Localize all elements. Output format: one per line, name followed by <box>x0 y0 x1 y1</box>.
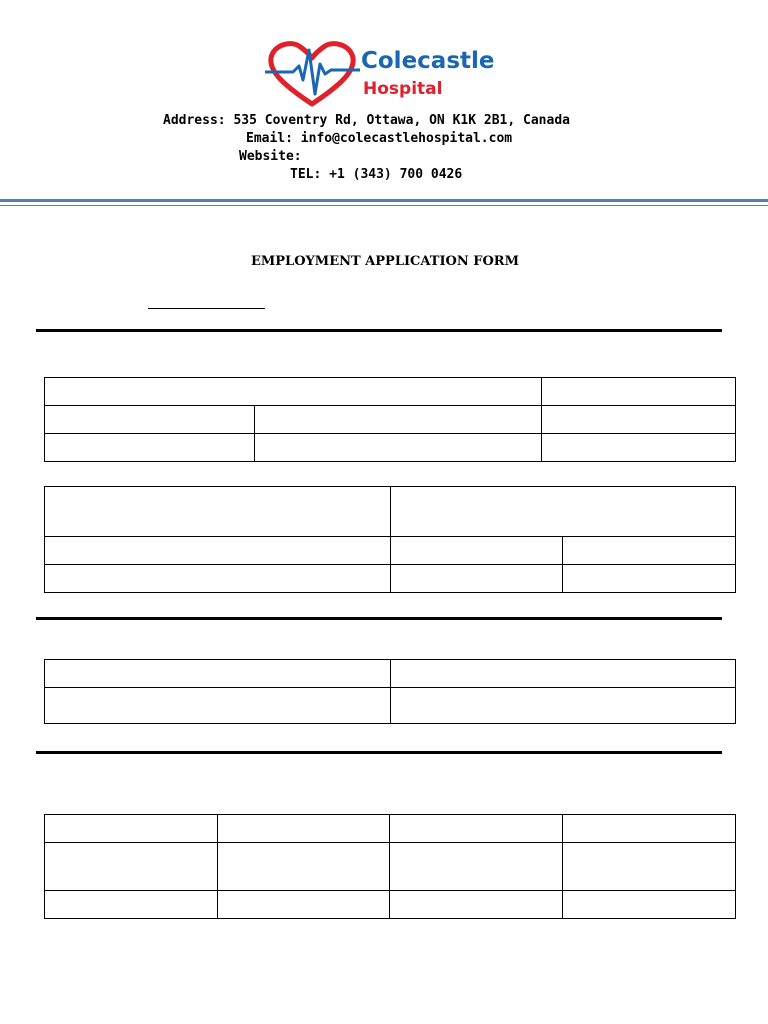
form-field[interactable] <box>218 815 390 843</box>
hospital-logo <box>265 40 515 110</box>
form-field[interactable] <box>391 565 563 593</box>
form-field[interactable] <box>390 891 563 919</box>
form-field[interactable] <box>45 406 255 434</box>
form-field[interactable] <box>563 537 736 565</box>
address-line: Address: 535 Coventry Rd, Ottawa, ON K1K 2B1, Canada <box>163 113 570 128</box>
form-field[interactable] <box>255 434 542 462</box>
table-row <box>45 537 736 565</box>
section-divider <box>36 617 722 620</box>
section-divider <box>36 751 722 754</box>
form-field[interactable] <box>563 891 736 919</box>
form-field[interactable] <box>45 688 391 724</box>
form-field[interactable] <box>390 815 563 843</box>
table-row <box>45 487 736 537</box>
form-field[interactable] <box>563 843 736 891</box>
form-title: EMPLOYMENT APPLICATION FORM <box>250 254 520 269</box>
website-line: Website: <box>239 149 302 164</box>
table-row <box>45 565 736 593</box>
table-row <box>45 843 736 891</box>
table-row <box>45 688 736 724</box>
section-divider <box>36 329 722 332</box>
table-row <box>45 378 736 406</box>
form-field[interactable] <box>45 660 391 688</box>
contact-info-table <box>44 486 736 593</box>
table-row <box>45 815 736 843</box>
form-field[interactable] <box>391 688 736 724</box>
header-rule-thin <box>0 205 768 206</box>
logo-name-line1: Colecastle <box>361 48 495 74</box>
form-field[interactable] <box>563 815 736 843</box>
form-field[interactable] <box>45 537 391 565</box>
form-field[interactable] <box>45 378 542 406</box>
email-line: Email: info@colecastlehospital.com <box>246 131 513 146</box>
form-field[interactable] <box>542 434 736 462</box>
table-row <box>45 434 736 462</box>
date-blank-line <box>148 308 265 309</box>
form-field[interactable] <box>45 487 391 537</box>
form-field[interactable] <box>391 660 736 688</box>
education-table <box>44 814 736 919</box>
form-field[interactable] <box>542 378 736 406</box>
table-row <box>45 660 736 688</box>
header-rule-thick <box>0 199 768 202</box>
personal-info-table <box>44 377 736 462</box>
form-field[interactable] <box>45 434 255 462</box>
form-field[interactable] <box>390 843 563 891</box>
form-field[interactable] <box>255 406 542 434</box>
position-info-table <box>44 659 736 724</box>
logo-name-line2: Hospital <box>363 79 443 99</box>
table-row <box>45 406 736 434</box>
form-field[interactable] <box>45 565 391 593</box>
form-field[interactable] <box>391 487 736 537</box>
tel-line: TEL: +1 (343) 700 0426 <box>290 167 463 182</box>
table-row <box>45 891 736 919</box>
heart-ecg-icon <box>265 40 360 112</box>
form-field[interactable] <box>563 565 736 593</box>
form-field[interactable] <box>45 891 218 919</box>
form-field[interactable] <box>218 891 390 919</box>
form-field[interactable] <box>391 537 563 565</box>
form-field[interactable] <box>45 843 218 891</box>
form-field[interactable] <box>218 843 390 891</box>
form-field[interactable] <box>45 815 218 843</box>
form-field[interactable] <box>542 406 736 434</box>
